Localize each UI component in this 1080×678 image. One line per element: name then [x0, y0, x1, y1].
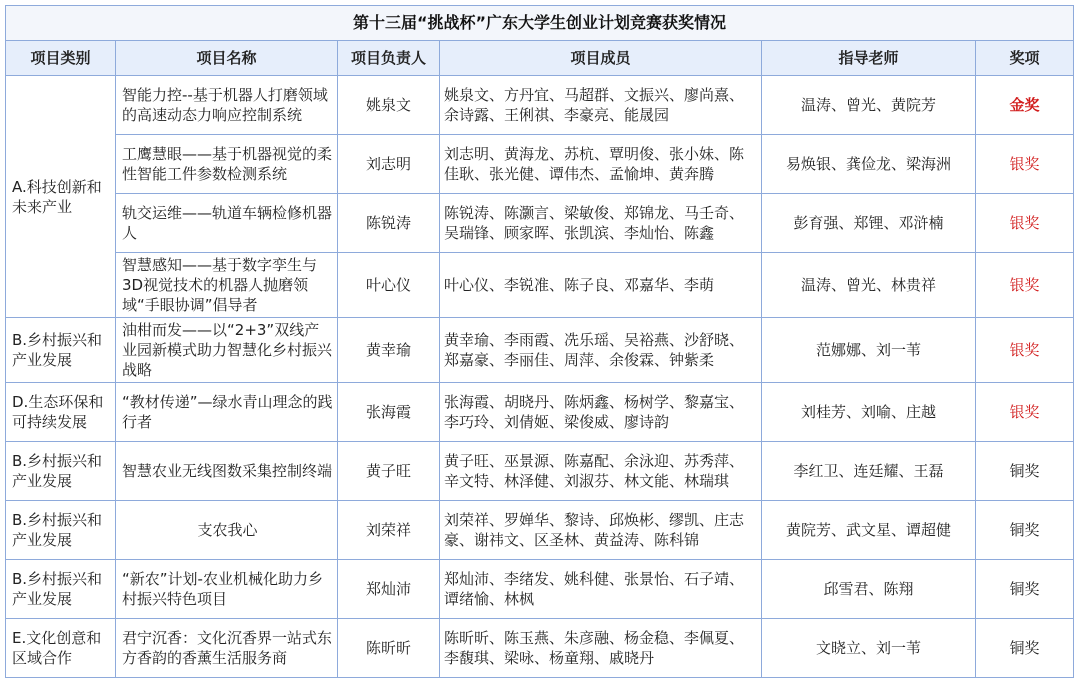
leader-cell: 张海霞 [338, 383, 440, 442]
project-name-cell: 轨交运维——轨道车辆检修机器人 [116, 194, 338, 253]
project-name-cell: “新农”计划-农业机械化助力乡村振兴特色项目 [116, 560, 338, 619]
project-name-cell: 君宁沉香：文化沉香界一站式东方香韵的香薰生活服务商 [116, 619, 338, 678]
award-cell: 铜奖 [976, 560, 1074, 619]
category-cell: D.生态环保和可持续发展 [6, 383, 116, 442]
award-table-sheet [5, 5, 1073, 678]
project-name-cell: “教材传递”—绿水青山理念的践行者 [116, 383, 338, 442]
members-cell: 叶心仪、李锐准、陈子良、邓嘉华、李萌 [440, 253, 762, 318]
award-cell: 银奖 [976, 135, 1074, 194]
project-name-cell: 油柑而发——以“2+3”双线产业园新模式助力智慧化乡村振兴战略 [116, 318, 338, 383]
award-cell: 银奖 [976, 253, 1074, 318]
teachers-cell: 彭育强、郑锂、邓浒楠 [762, 194, 976, 253]
award-cell: 铜奖 [976, 501, 1074, 560]
leader-cell: 陈昕昕 [338, 619, 440, 678]
table-row [6, 253, 1074, 318]
teachers-cell: 温涛、曾光、黄院芳 [762, 76, 976, 135]
header-members: 项目成员 [440, 41, 762, 76]
leader-cell: 姚泉文 [338, 76, 440, 135]
category-cell: B.乡村振兴和产业发展 [6, 501, 116, 560]
award-table [5, 5, 1074, 678]
award-cell: 金奖 [976, 76, 1074, 135]
header-category: 项目类别 [6, 41, 116, 76]
project-name-cell: 智慧农业无线图数采集控制终端 [116, 442, 338, 501]
project-name-cell: 支农我心 [116, 501, 338, 560]
table-row [6, 619, 1074, 678]
leader-cell: 陈锐涛 [338, 194, 440, 253]
category-cell: E.文化创意和区域合作 [6, 619, 116, 678]
table-row [6, 560, 1074, 619]
members-cell: 陈锐涛、陈灏言、梁敏俊、郑锦龙、马壬奇、吴瑞锋、顾家晖、张凯滨、李灿怡、陈鑫 [440, 194, 762, 253]
teachers-cell: 李红卫、连廷耀、王磊 [762, 442, 976, 501]
leader-cell: 叶心仪 [338, 253, 440, 318]
header-project-name: 项目名称 [116, 41, 338, 76]
award-cell: 银奖 [976, 318, 1074, 383]
members-cell: 刘志明、黄海龙、苏杭、覃明俊、张小妹、陈佳耿、张光健、谭伟杰、孟愉坤、黄奔腾 [440, 135, 762, 194]
category-cell: B.乡村振兴和产业发展 [6, 560, 116, 619]
table-row [6, 383, 1074, 442]
teachers-cell: 黄院芳、武文星、谭超健 [762, 501, 976, 560]
table-row [6, 501, 1074, 560]
project-name-cell: 工鹰慧眼——基于机器视觉的柔性智能工件参数检测系统 [116, 135, 338, 194]
table-row [6, 442, 1074, 501]
table-row [6, 194, 1074, 253]
table-row [6, 318, 1074, 383]
members-cell: 黄幸瑜、李雨霞、冼乐瑶、吴裕燕、沙舒晓、郑嘉豪、李丽佳、周萍、余俊霖、钟紫柔 [440, 318, 762, 383]
award-cell: 银奖 [976, 383, 1074, 442]
award-cell: 铜奖 [976, 442, 1074, 501]
project-name-cell: 智慧感知——基于数字孪生与3D视觉技术的机器人抛磨领域“手眼协调”倡导者 [116, 253, 338, 318]
header-leader: 项目负责人 [338, 41, 440, 76]
teachers-cell: 刘桂芳、刘喻、庄越 [762, 383, 976, 442]
members-cell: 刘荣祥、罗婵华、黎诗、邱焕彬、缪凯、庄志豪、谢祎文、区圣林、黄益涛、陈科锦 [440, 501, 762, 560]
award-cell: 铜奖 [976, 619, 1074, 678]
members-cell: 陈昕昕、陈玉燕、朱彦融、杨金稳、李佩夏、李馥琪、梁咏、杨童翔、戚晓丹 [440, 619, 762, 678]
leader-cell: 郑灿沛 [338, 560, 440, 619]
table-row [6, 135, 1074, 194]
header-award: 奖项 [976, 41, 1074, 76]
leader-cell: 刘志明 [338, 135, 440, 194]
category-cell: B.乡村振兴和产业发展 [6, 442, 116, 501]
teachers-cell: 文晓立、刘一苇 [762, 619, 976, 678]
header-teachers: 指导老师 [762, 41, 976, 76]
members-cell: 张海霞、胡晓丹、陈炳鑫、杨树学、黎嘉宝、李巧玲、刘倩姬、梁俊威、廖诗韵 [440, 383, 762, 442]
members-cell: 姚泉文、方丹宜、马超群、文振兴、廖尚熹、余诗露、王俐祺、李豪亮、能晟园 [440, 76, 762, 135]
category-cell-merged: A.科技创新和未来产业 [6, 76, 116, 318]
teachers-cell: 范娜娜、刘一苇 [762, 318, 976, 383]
award-cell: 银奖 [976, 194, 1074, 253]
teachers-cell: 邱雪君、陈翔 [762, 560, 976, 619]
leader-cell: 黄幸瑜 [338, 318, 440, 383]
members-cell: 郑灿沛、李绪发、姚科健、张景怡、石子靖、谭绪愉、林枫 [440, 560, 762, 619]
category-cell: B.乡村振兴和产业发展 [6, 318, 116, 383]
table-row [6, 76, 1074, 135]
members-cell: 黄子旺、巫景源、陈嘉配、余泳迎、苏秀萍、辛文特、林泽健、刘淑芬、林文能、林瑞琪 [440, 442, 762, 501]
teachers-cell: 易焕银、龚俭龙、梁海洲 [762, 135, 976, 194]
leader-cell: 黄子旺 [338, 442, 440, 501]
table-title: 第十三届“挑战杯”广东大学生创业计划竞赛获奖情况 [6, 6, 1074, 41]
project-name-cell: 智能力控--基于机器人打磨领域的高速动态力响应控制系统 [116, 76, 338, 135]
leader-cell: 刘荣祥 [338, 501, 440, 560]
teachers-cell: 温涛、曾光、林贵祥 [762, 253, 976, 318]
